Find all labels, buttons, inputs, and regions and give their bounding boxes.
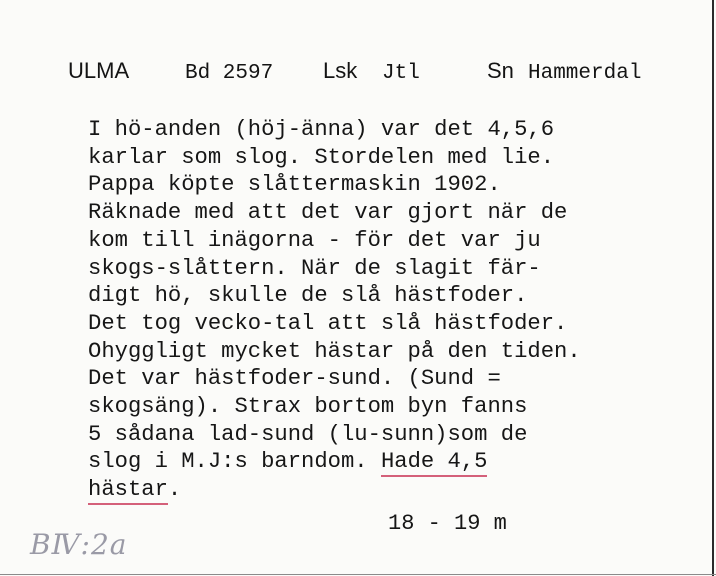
card-edge-bottom: [0, 574, 716, 575]
underlined-text: hästar: [88, 477, 168, 505]
text-line: Det tog vecko-tal att slå hästfoder.: [88, 310, 568, 336]
text-line: skogsäng). Strax bortom byn fanns: [88, 394, 528, 420]
text-line: karlar som slog. Stordelen med lie.: [88, 144, 555, 170]
archive-code: ULMA: [68, 58, 130, 83]
text-line: digt hö, skulle de slå hästfoder.: [88, 283, 528, 309]
parish-label: Sn: [487, 58, 514, 83]
text-line: Pappa köpte slåttermaskin 1902.: [88, 172, 501, 198]
text-line: [88, 476, 581, 504]
transcript-text: [88, 116, 581, 504]
pencil-signum: BⅣ:2a: [30, 528, 128, 561]
text-line: I hö-anden (höj-änna) var det 4,5,6: [88, 117, 555, 142]
page-reference: 18 - 19 m: [388, 511, 507, 536]
record-number: Bd 2597: [185, 62, 274, 85]
county-value: Jtl: [382, 62, 420, 85]
text-line: kom till inägorna - för det var ju: [88, 227, 541, 253]
parish-value: Hammerdal: [528, 62, 642, 85]
text-segment: .: [167, 477, 182, 503]
text-segment: slog i M.J:s barndom.: [88, 449, 381, 475]
county-label: Lsk: [323, 58, 358, 83]
text-line: [88, 448, 581, 476]
text-line: Ohyggligt mycket hästar på den tiden.: [88, 338, 581, 364]
text-line: Det var hästfoder-sund. (Sund =: [88, 366, 501, 392]
text-line: Räknade med att det var gjort när de: [88, 200, 568, 226]
card-edge-right: [712, 0, 714, 576]
text-line: skogs-slåttern. När de slagit fär-: [88, 255, 541, 281]
text-line: 5 sådana lad-sund (lu-sunn)som de: [88, 421, 528, 447]
underlined-text: Hade 4,5: [381, 449, 488, 477]
